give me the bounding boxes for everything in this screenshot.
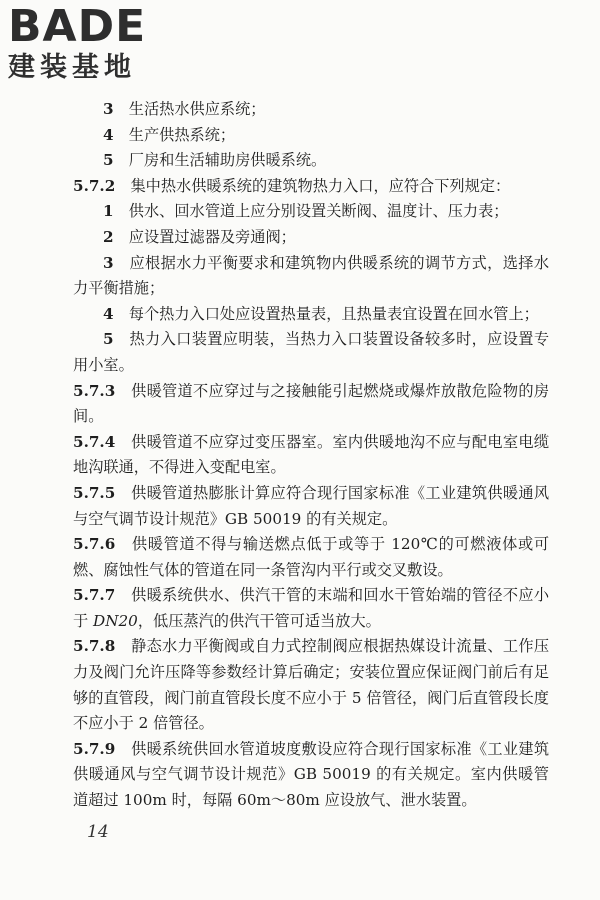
clause-5-7-2: 5.7.2 集中热水供暖系统的建筑物热力入口，应符合下列规定： [73,176,511,195]
clause-5-7-9: 5.7.9 供暖系统供回水管道坡度敷设应符合现行国家标准《工业建筑供暖通风与空气调节设计规范》GB 50019 的有关规定。室内供暖管道超过 100m 时，每隔 60m～80m 应设放气、泄水装置。 [73,739,550,810]
bade-logo [8,1,178,84]
list-item: 2 应设置过滤器及旁通阀； [103,227,296,246]
list-item: 1 供水、回水管道上应分别设置关断阀、温度计、压力表； [103,202,509,221]
clause-5-7-3: 5.7.3 供暖管道不应穿过与之接触能引起燃烧或爆炸放散危险物的房间。 [73,381,550,426]
list-item: 4 每个热力入口处应设置热量表，且热量表宜设置在回水管上； [103,304,539,323]
clause-5-7-8: 5.7.8 静态水力平衡阀或自力式控制阀应根据热媒设计流量、工作压力及阀门允许压降等参数经计算后确定；安装位置应保证阀门前后有足够的直管段，阀门前直管段长度不应小于 5 倍管径，阀门后直管段长度不应小于 2 倍管径。 [73,637,550,733]
logo-wordmark: BADE [8,1,147,52]
clause-5-7-4: 5.7.4 供暖管道不应穿过变压器室。室内供暖地沟不应与配电室电缆地沟联通，不得进入变配电室。 [73,432,550,477]
clause-5-7-5: 5.7.5 供暖管道热膨胀计算应符合现行国家标准《工业建筑供暖通风与空气调节设计规范》GB 50019 的有关规定。 [73,483,550,528]
list-item: 5 厂房和生活辅助房供暖系统。 [103,151,327,170]
pipe-diameter: DN20 [93,611,138,630]
list-item: 5 热力入口装置应明装，当热力入口装置设备较多时，应设置专用小室。 [73,330,550,374]
list-item: 3 生活热水供应系统； [103,100,266,118]
logo-subtitle: 建装基地 [8,52,136,83]
page-number: 14 [87,822,109,842]
list-item: 3 应根据水力平衡要求和建筑物内供暖系统的调节方式，选择水力平衡措施； [73,253,550,298]
document-body [73,97,549,814]
list-item: 4 生产供热系统； [103,125,236,144]
clause-5-7-7: 5.7.7 供暖系统供水、供汽干管的末端和回水干管始端的管径不应小于 DN20，低压蒸汽的供汽干管可适当放大。 [73,586,550,630]
clause-5-7-6: 5.7.6 供暖管道不得与输送燃点低于或等于 120℃的可燃液体或可燃、腐蚀性气体的管道在同一条管沟内平行或交叉敷设。 [73,535,550,579]
